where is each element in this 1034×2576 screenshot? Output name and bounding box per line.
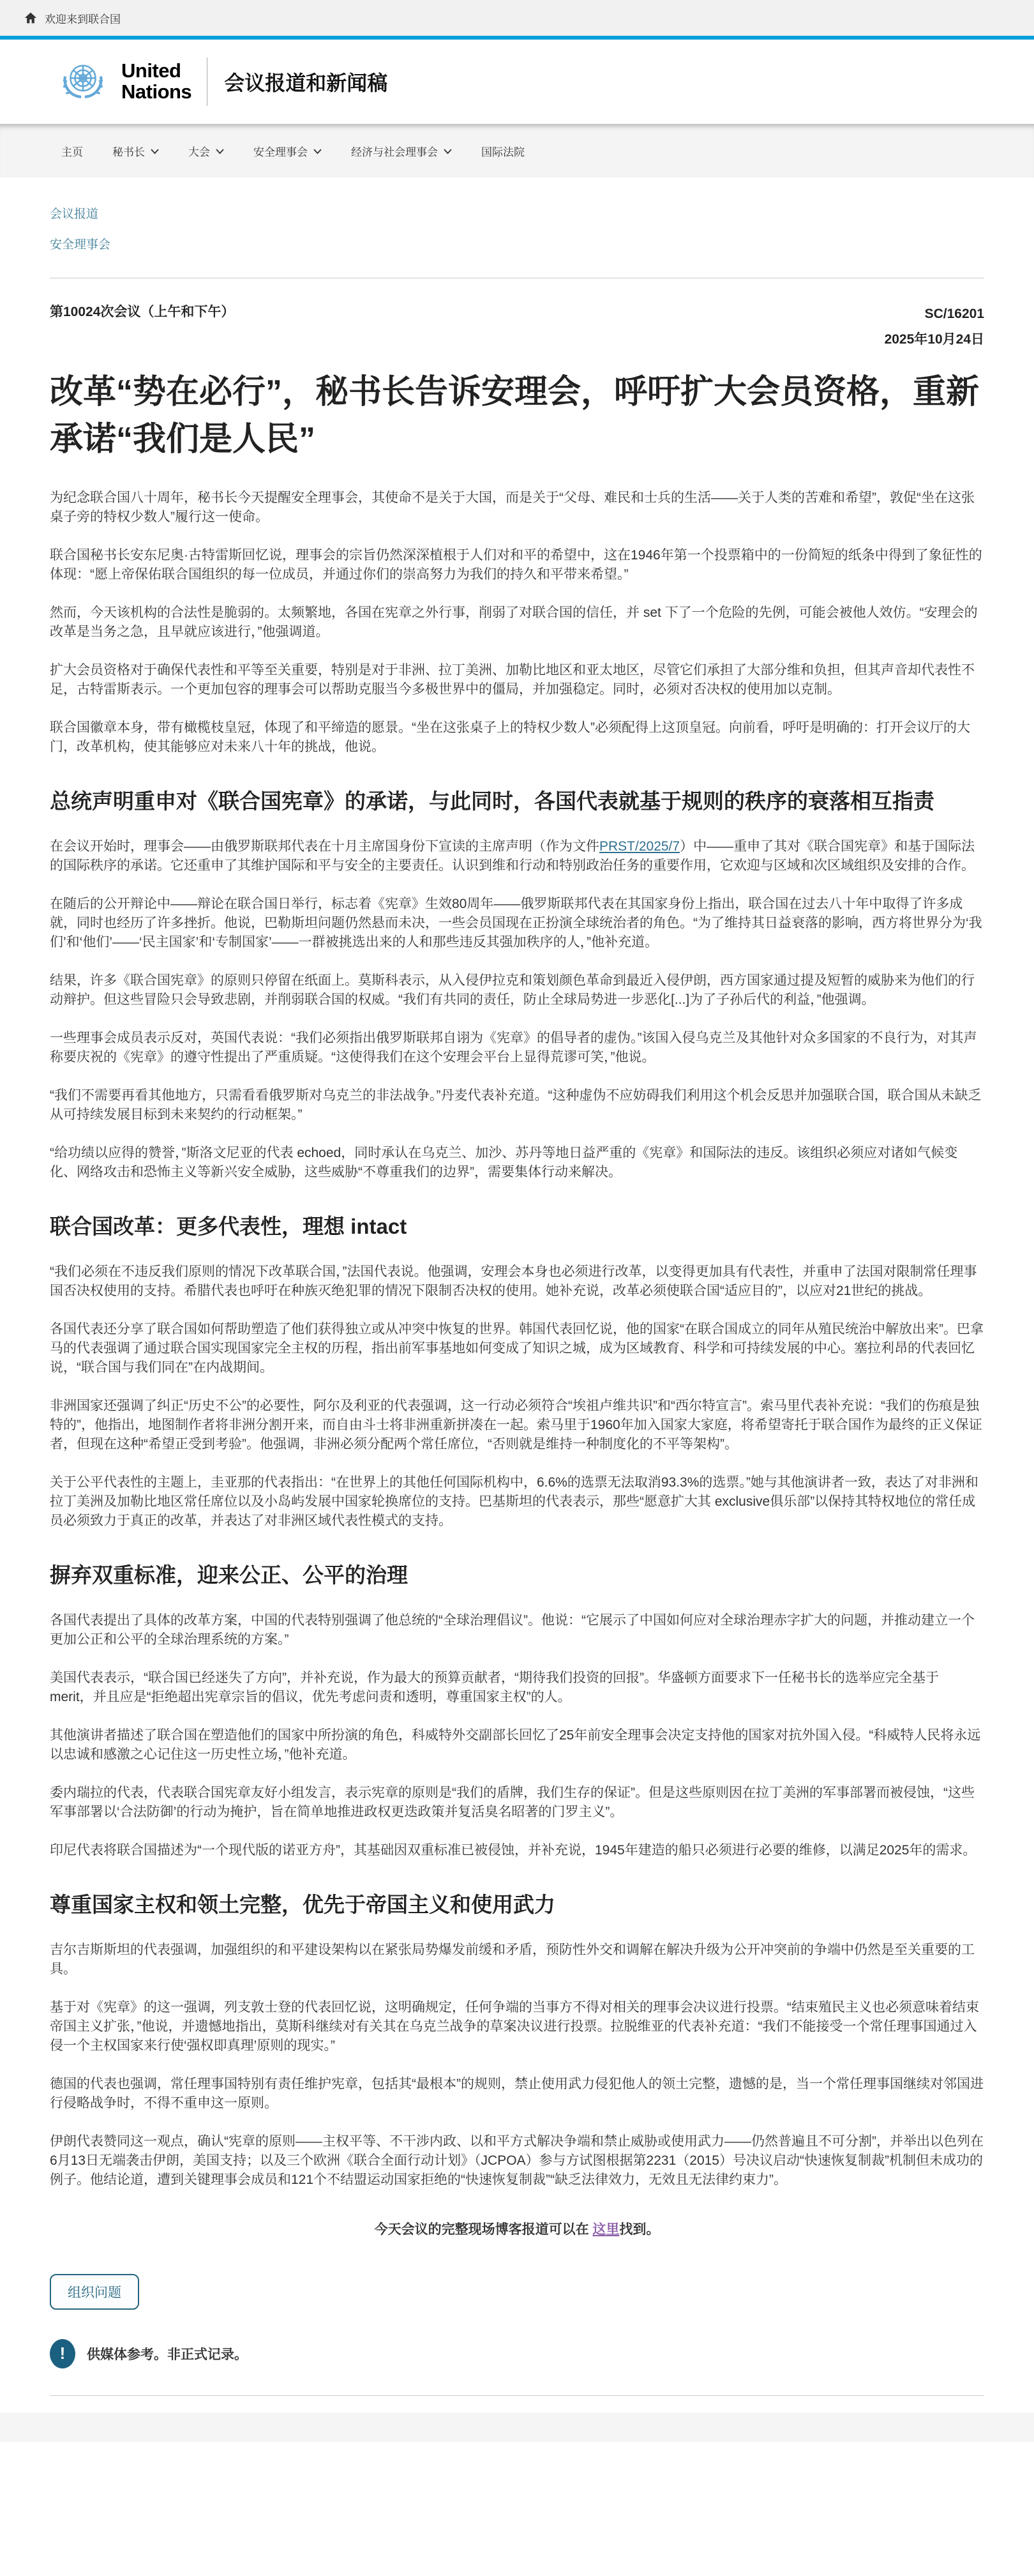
section-heading-un-reform: 联合国改革：更多代表性，理想 intact [50,1215,407,1239]
live-blog-link[interactable]: 这里 [592,2222,620,2237]
chevron-down-icon [216,148,224,155]
welcome-bar [0,0,1034,36]
paragraph: 伊朗代表赞同这一观点，确认“宪章的原则——主权平等、不干涉内政、以和平方式解决争端和禁止威胁或使用武力——仍然普遍且不可分割”，并举出以色列在6月13日无端袭击伊朗，美国支持；以及三个欧洲《联合全面行动计划》（JCPOA）参与方试图根据第2231（2015）号决议启动“快速恢复制裁”机制但未成功的例子。他结论道，遭到关键理事会成员和121个不结盟运动国家拒绝的“快速恢复制裁”“缺乏法律效力，无效且无法律约束力”。 [50,2133,984,2187]
paragraph: 非洲国家还强调了纠正“历史不公”的必要性，阿尔及利亚的代表强调，这一行动必须符合“埃祖卢维共识”和“西尔特宣言”。索马里代表补充说：“我们的伤痕是独特的”，他指出，地图制作者将非洲分割开来，而自由斗士将非洲重新拼凑在一起。索马里于1960年加入国家大家庭，将希望寄托于联合国作为最终的正义保证者，但现在这种“希望正受到考验”。他强调，非洲必须分配两个常任席位，“否则就是维持一种制度化的不平等架构”。 [50,1398,982,1452]
info-exclamation-icon: ! [50,2339,75,2368]
paragraph: 联合国秘书长安东尼奥·古特雷斯回忆说，理事会的宗旨仍然深深植根于人们对和平的希望中，这在1946年第一个投票箱中的一份简短的纸条中得到了象征性的体现：“愿上帝保佑联合国组织的每一位成员，并通过你们的崇高努力为我们的持久和平带来希望。” [50,548,982,582]
live-blog-note: 今天会议的完整现场博客报道可以在 这里找到。 [374,2222,660,2237]
page-title: 改革“势在必行”，秘书长告诉安理会，呼吁扩大会员资格，重新承诺“我们是人民” [50,373,980,458]
press-release-code: SC/16201 [924,307,984,321]
paragraph: “给功绩以应得的赞誉，”斯洛文尼亚的代表 echoed，同时承认在乌克兰、加沙、苏丹等地日益严重的《宪章》和国际法的违反。该组织必须应对诸如气候变化、网络攻击和恐怖主义等新兴安全威胁，这些威胁“不尊重我们的边界”，需要集体行动来解决。 [50,1146,958,1180]
paragraph: 一些理事会成员表示反对，英国代表说：“我们必须指出俄罗斯联邦自诩为《宪章》的倡导者的虚伪。”该国入侵乌克兰及其他针对众多国家的不良行为，对其声称要庆祝的《宪章》的遵守性提出了严重质疑。“这使得我们在这个安理会平台上显得荒谬可笑，”他说。 [50,1031,977,1065]
paragraph: 扩大会员资格对于确保代表性和平等至关重要，特别是对于非洲、拉丁美洲、加勒比地区和亚太地区，尽管它们承担了大部分维和负担，但其声音却代表性不足，古特雷斯表示。一个更加包容的理事会可以帮助克服当今多极世界中的僵局，并加强稳定。同时，必须对否决权的使用加以克制。 [50,663,975,697]
paragraph: 德国的代表也强调，常任理事国特别有责任维护宪章，包括其“最根本”的规则，禁止使用武力侵犯他人的领土完整，遗憾的是，当一个常任理事国继续对邻国进行侵略战争时，不得不重申这一原则。 [50,2076,984,2110]
paragraph: 各国代表还分享了联合国如何帮助塑造了他们获得独立或从冲突中恢复的世界。韩国代表回忆说，他的国家“在联合国成立的同年从殖民统治中解放出来”。巴拿马的代表强调了通过联合国实现国家完全主权的历程，指出前军事基地如何变成了知识之城，成为区域教育、科学和可持续发展的中心。塞拉利昂的代表回忆说，“联合国与我们同在”在内战期间。 [50,1322,984,1375]
home-icon[interactable] [24,11,37,24]
nav-item-general-assembly[interactable]: 大会 [188,143,224,159]
paragraph: 吉尔吉斯斯坦的代表强调，加强组织的和平建设架构以在紧张局势爆发前缓和矛盾，预防性外交和调解在解决升级为公开冲突前的争端中仍然是至关重要的工具。 [50,1942,975,1976]
breadcrumb-security-council[interactable]: 安全理事会 [50,238,111,252]
chevron-down-icon [444,148,452,155]
paragraph: 关于公平代表性的主题上，圭亚那的代表指出：“在世界上的其他任何国际机构中，6.6%的选票无法取消93.3%的选票。”她与其他演讲者一致，表达了对非洲和拉丁美洲及加勒比地区常任席位以及小岛屿发展中国家轮换席位的支持。巴基斯坦的代表表示，那些“愿意扩大其 exclusive俱乐部”以保持其特权地位的常任成员必须致力于真正的改革，并表达了对非洲区域代表性模式的支持。 [50,1475,978,1529]
meeting-meta [50,301,984,352]
site-header [0,40,1034,124]
footer-band [0,2413,1034,2442]
nav-item-security-council[interactable]: 安全理事会 [253,143,322,159]
welcome-link[interactable]: 欢迎来到联合国 [45,13,121,26]
un-emblem-icon[interactable] [56,55,110,109]
nav-item-home[interactable]: 主页 [61,146,83,158]
paragraph: “我们不需要再看其他地方，只需看看俄罗斯对乌克兰的非法战争。”丹麦代表补充道。“这种虚伪不应妨碍我们利用这个机会反思并加强联合国，联合国从未缺乏从可持续发展目标到未来契约的行动框架。” [50,1088,982,1123]
breadcrumb-meetings-coverage[interactable]: 会议报道 [50,208,99,221]
paragraph: 结果，许多《联合国宪章》的原则只停留在纸面上。莫斯科表示，从入侵伊拉克和策划颜色革命到最近入侵伊朗，西方国家通过提及短暂的威胁来为他们的行动辩护。但这些冒险只会导致悲剧，并削弱联合国的权威。“我们有共同的责任，防止全球局势进一步恶化[...]为了子孙后代的利益，”他强调。 [50,973,975,1008]
nav-item-icj[interactable]: 国际法院 [481,146,525,158]
topic-badge-organizational-matters[interactable]: 组织问题 [50,2274,139,2310]
paragraph: 在会议开始时，理事会——由俄罗斯联邦代表在十月主席国身份下宣读的主席声明（作为文件PRST/2025/7）中——重申了其对《联合国宪章》和基于国际法的国际秩序的承诺。它还重申了其维护国际和平与安全的主要责任。认识到维和行动和特别政治任务的重要作用，它欢迎与区域和次区域组织及安排的合作。 [50,839,975,874]
paragraph: 美国代表表示，“联合国已经迷失了方向”，并补充说，作为最大的预算贡献者，“期待我们投资的回报”。华盛顿方面要求下一任秘书长的选举应完全基于 merit，并且应是“拒绝超出宪章宗旨的倡议，优先考虑问责和透明，尊重国家主权”的人。 [50,1670,939,1704]
paragraph: 在随后的公开辩论中——辩论在联合国日举行，标志着《宪章》生效80周年——俄罗斯联邦代表在其国家身份上指出，联合国在过去八十年中取得了许多成就，同时也经历了许多挫折。他说，巴勒斯坦问题仍然悬而未决，一些会员国现在正扮演全球统治者的角色。“为了维持其日益衰落的影响，西方将世界分为‘我们’和‘他们’——‘民主国家’和‘专制国家’——一群被挑选出来的人和那些违反其强加秩序的人，”他补充道。 [50,897,982,950]
paragraph: 联合国徽章本身，带有橄榄枝皇冠，体现了和平缔造的愿景。“坐在这张桌子上的特权少数人”必须配得上这顶皇冠。向前看，呼吁是明确的：打开会议厅的大门，改革机构，使其能够应对未来八十年的挑战，他说。 [50,720,970,755]
nav-item-secretary-general[interactable]: 秘书长 [112,143,159,159]
site-title: 会议报道和新闻稿 [224,72,388,95]
section-heading-double-standards: 摒弃双重标准，迎来公正、公平的治理 [50,1563,408,1587]
media-note [50,2339,984,2368]
section-heading-presidential-statement: 总统声明重申对《联合国宪章》的承诺，与此同时，各国代表就基于规则的秩序的衰落相互指责 [50,789,934,814]
chevron-down-icon [313,148,322,155]
main-nav [0,124,1034,178]
paragraph: 其他演讲者描述了联合国在塑造他们的国家中所扮演的角色，科威特外交副部长回忆了25年前安全理事会决定支持他的国家对抗外国入侵。“科威特人民将永远以忠诚和感激之心记住这一历史性立场，”他补充道。 [50,1727,981,1762]
meeting-number: 第10024次会议（上午和下午） [50,305,235,319]
paragraph: 委内瑞拉的代表，代表联合国宪章友好小组发言，表示宪章的原则是“我们的盾牌，我们生存的保证”。但是这些原则因在拉丁美洲的军事部署而被侵蚀，“这些军事部署以‘合法防御’的行动为掩护，旨在简单地推进政权更迭政策并复活臭名昭著的门罗主义”。 [50,1785,975,1819]
main-content [0,178,1034,2396]
chevron-down-icon [151,148,159,155]
footer-divider [50,2395,984,2396]
paragraph: 各国代表提出了具体的改革方案，中国的代表特别强调了他总统的“全球治理倡议”。他说：“它展示了中国如何应对全球治理赤字扩大的问题，并推动建立一个更加公正和公平的全球治理系统的方案。” [50,1612,975,1647]
paragraph: 印尼代表将联合国描述为“一个现代版的诺亚方舟”，其基础因双重标准已被侵蚀，并补充说，1945年建造的船只必须进行必要的维修，以满足2025年的需求。 [50,1842,977,1858]
meeting-date: 2025年10月24日 [884,331,984,347]
section-heading-sovereignty: 尊重国家主权和领土完整，优先于帝国主义和使用武力 [50,1892,555,1916]
media-note-text: 供媒体参考。非正式记录。 [87,2347,248,2362]
paragraph: 然而，今天该机构的合法性是脆弱的。太频繁地，各国在宪章之外行事，削弱了对联合国的信任，并 set 下了一个危险的先例，可能会被他人效仿。“安理会的改革是当务之急，且早就应该进行，”他强调道。 [50,605,978,640]
nav-item-ecosoc[interactable]: 经济与社会理事会 [351,143,452,159]
paragraph: “我们必须在不违反我们原则的情况下改革联合国，”法国代表说。他强调，安理会本身也必须进行改革，以变得更加具有代表性，并重申了法国对限制常任理事国否决权使用的支持。希腊代表也呼吁在种族灭绝犯罪的情况下限制否决权的使用。她补充说，改革必须使联合国“适应目的”，以应对21世纪的挑战。 [50,1264,977,1299]
paragraph: 为纪念联合国八十周年，秘书长今天提醒安全理事会，其使命不是关于大国，而是关于“父母、难民和士兵的生活——关于人类的苦难和希望”，敦促“坐在这张桌子旁的特权少数人”履行这一使命。 [50,490,975,525]
paragraph: 基于对《宪章》的这一强调，列支敦士登的代表回忆说，这明确规定，任何争端的当事方不得对相关的理事会决议进行投票。“结束殖民主义也必须意味着结束帝国主义扩张，”他说，并遗憾地指出，莫斯科继续对有关其在乌克兰战争的草案决议进行投票。拉脱维亚的代表补充道：“我们不能接受一个常任理事国通过入侵一个主权国家来行使‘强权即真理’原则的现实。” [50,1999,979,2053]
un-wordmark[interactable]: United Nations [121,59,192,103]
prst-document-link[interactable]: PRST/2025/7 [599,839,680,854]
breadcrumb [50,204,984,252]
